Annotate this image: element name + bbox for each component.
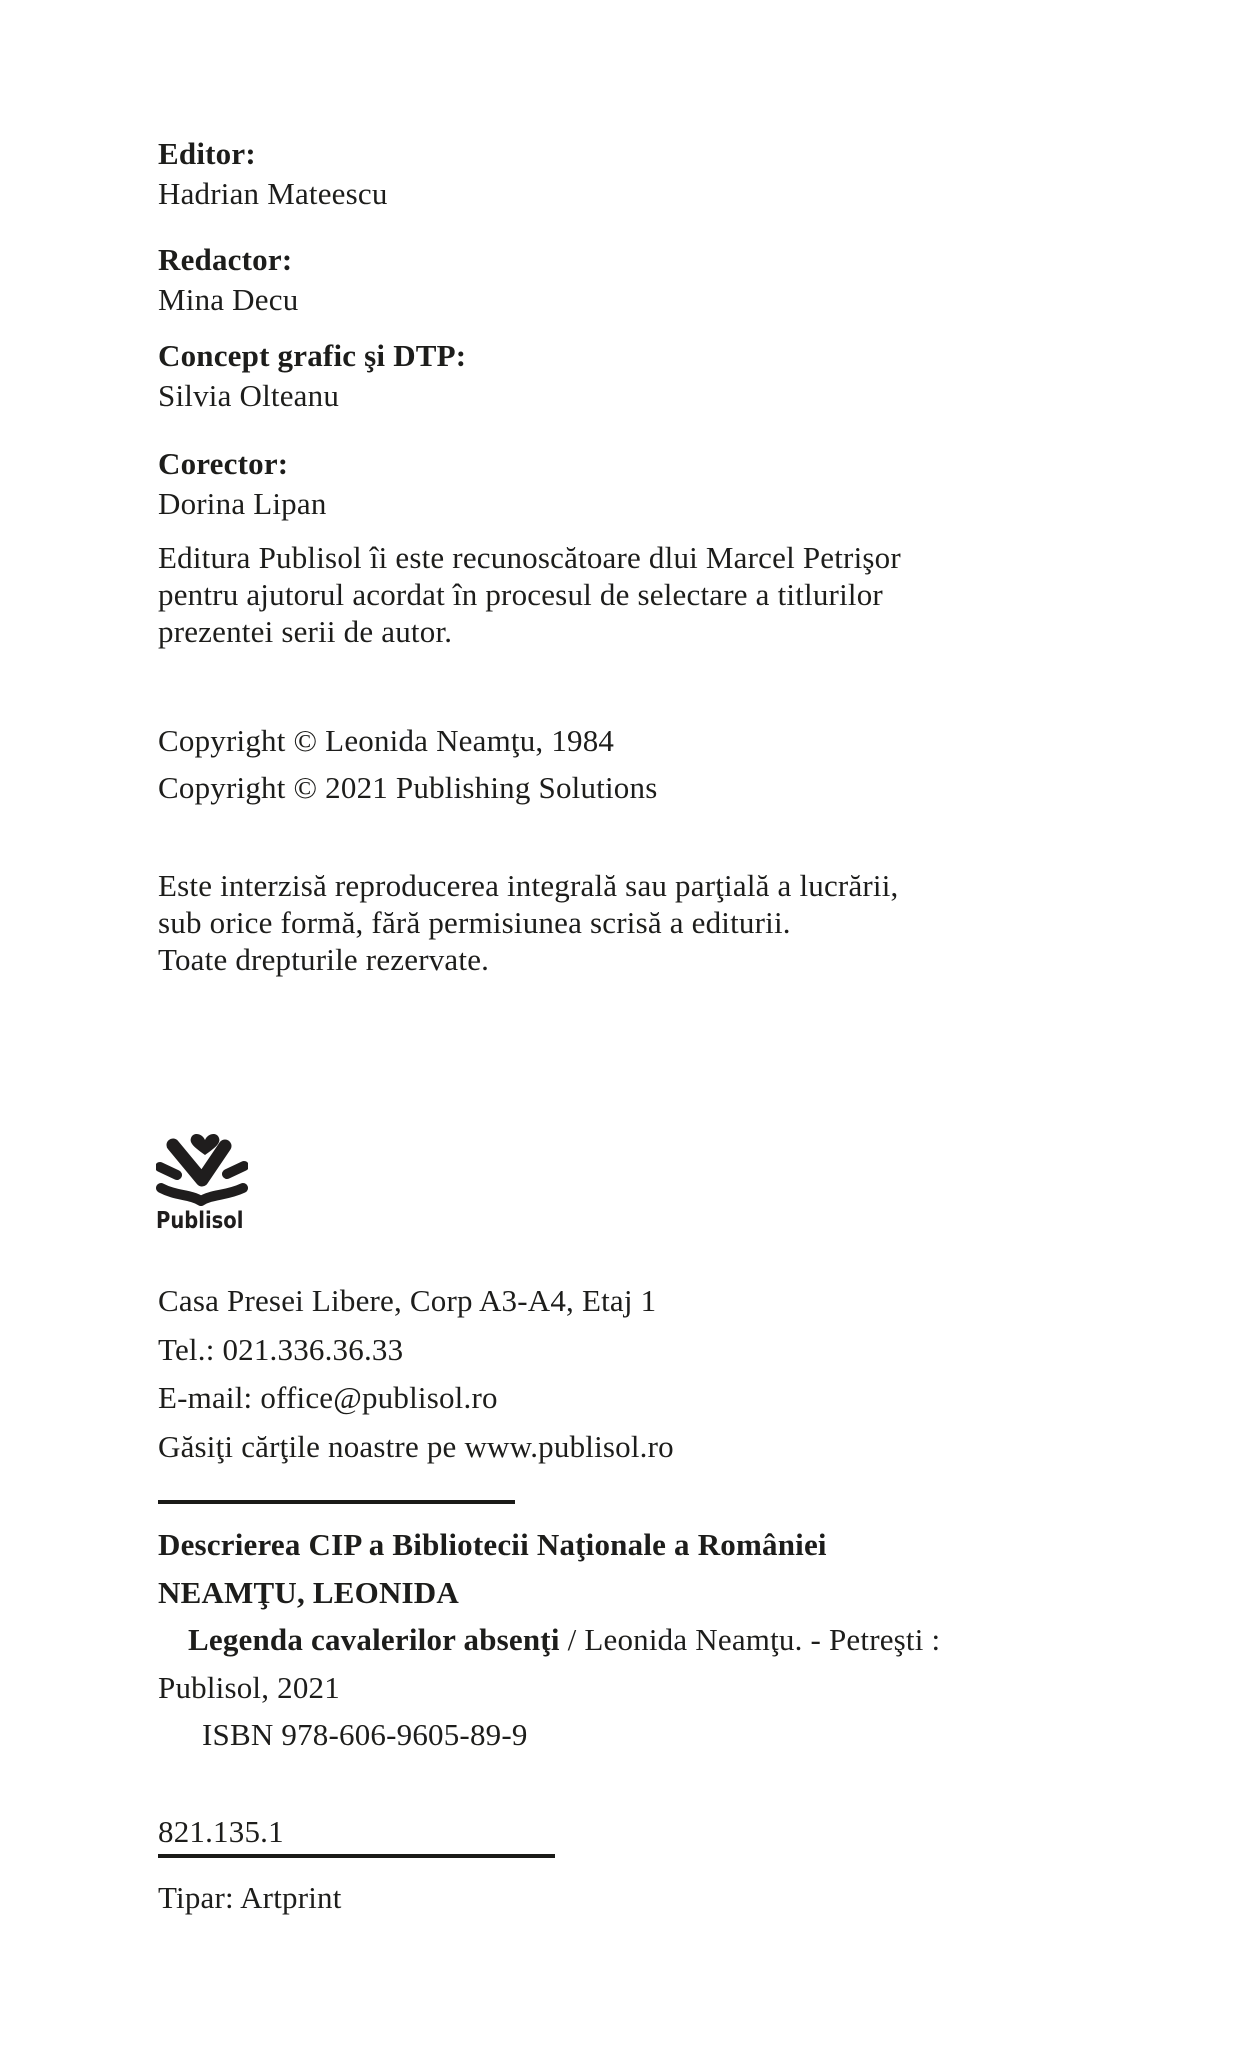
credit-name: Mina Decu bbox=[158, 282, 299, 317]
credit-label: Concept grafic şi DTP: bbox=[158, 338, 467, 373]
rights-line: Este interzisă reproducerea integrală sau parţială a lucrării, bbox=[158, 868, 899, 903]
publisol-open-book-icon bbox=[156, 1130, 248, 1206]
cip-title-line bbox=[158, 1616, 940, 1664]
credit-label: Editor: bbox=[158, 136, 256, 171]
acknowledgment-line: Editura Publisol îi este recunoscătoare dlui Marcel Petrişor bbox=[158, 540, 901, 575]
credit-editor bbox=[158, 134, 388, 213]
credit-redactor bbox=[158, 240, 298, 319]
divider-bottom bbox=[158, 1854, 555, 1858]
rights-line: Toate drepturile rezervate. bbox=[158, 942, 490, 977]
credit-name: Dorina Lipan bbox=[158, 486, 327, 521]
cip-title-detail: / Leonida Neamţu. - Petreşti : bbox=[559, 1622, 941, 1657]
publisher-logo bbox=[156, 1130, 250, 1234]
credit-corector bbox=[158, 444, 327, 523]
credit-label: Corector: bbox=[158, 446, 289, 481]
contact-phone: Tel.: 021.336.36.33 bbox=[158, 1331, 404, 1367]
credit-dtp bbox=[158, 336, 466, 415]
print-info: Tipar: Artprint bbox=[158, 1880, 342, 1915]
cip-udc: 821.135.1 bbox=[158, 1814, 284, 1849]
contact-email: E-mail: office@publisol.ro bbox=[158, 1380, 498, 1415]
credit-label: Redactor: bbox=[158, 242, 293, 277]
rights-line: sub orice formă, fără permisiunea scrisă a editurii. bbox=[158, 905, 791, 940]
credit-name: Silvia Olteanu bbox=[158, 378, 340, 413]
rights-paragraph bbox=[158, 867, 899, 978]
copyright-line-publisher: Copyright © 2021 Publishing Solutions bbox=[158, 770, 658, 805]
cip-isbn: ISBN 978-606-9605-89-9 bbox=[202, 1717, 528, 1752]
cip-heading: Descrierea CIP a Bibliotecii Naţionale a României bbox=[158, 1527, 827, 1562]
logo-wordmark: Publisol bbox=[156, 1208, 244, 1234]
cip-book-title: Legenda cavalerilor absenţi bbox=[188, 1622, 560, 1657]
copyright-line-author: Copyright © Leonida Neamţu, 1984 bbox=[158, 723, 615, 758]
copyright-block bbox=[158, 717, 657, 811]
acknowledgment-line: prezentei serii de autor. bbox=[158, 614, 453, 649]
cip-publisher-year: Publisol, 2021 bbox=[158, 1669, 340, 1705]
divider-top bbox=[158, 1500, 515, 1504]
credit-name: Hadrian Mateescu bbox=[158, 176, 388, 211]
cip-block bbox=[158, 1521, 940, 1759]
contact-block bbox=[158, 1277, 674, 1471]
contact-website: Găsiţi cărţile noastre pe www.publisol.ro bbox=[158, 1428, 674, 1464]
acknowledgment-line: pentru ajutorul acordat în procesul de selectare a titlurilor bbox=[158, 577, 883, 612]
cip-author: NEAMŢU, LEONIDA bbox=[158, 1574, 459, 1610]
contact-address: Casa Presei Libere, Corp A3-A4, Etaj 1 bbox=[158, 1283, 657, 1318]
acknowledgment-paragraph bbox=[158, 539, 901, 650]
